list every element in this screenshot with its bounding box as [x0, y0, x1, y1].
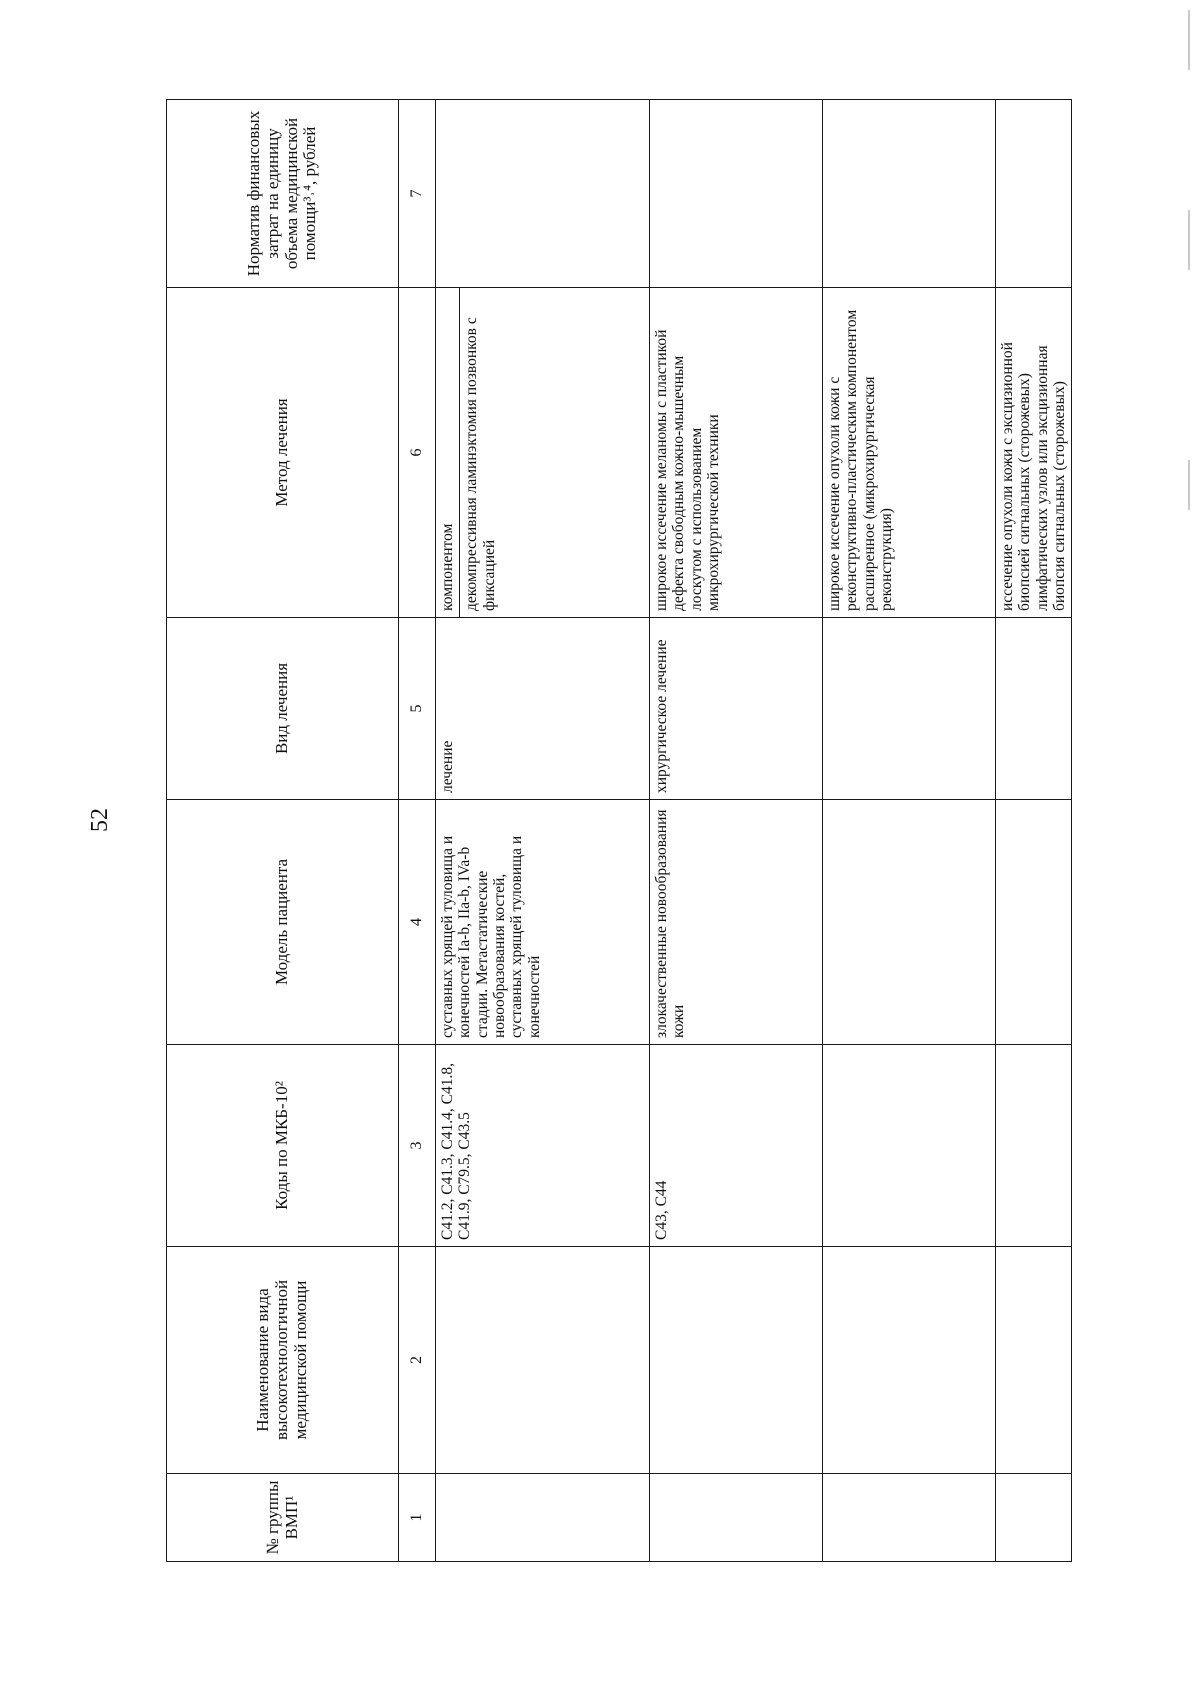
icd-codes-cell	[996, 1045, 1072, 1247]
group-number-cell	[996, 1474, 1072, 1562]
header-care-name: Наименование вида высокотехнологичной медицинской помощи	[167, 1247, 399, 1474]
scan-edge-mark	[1188, 460, 1190, 510]
rotated-table-container	[166, 100, 1069, 1562]
vmp-table	[166, 99, 1072, 1562]
treatment-type-cell	[823, 618, 996, 800]
method-continuation: компонентом	[436, 288, 460, 617]
header-treatment-method: Метод лечения	[167, 288, 399, 618]
table-row	[436, 100, 650, 1562]
care-name-cell	[996, 1247, 1072, 1474]
treatment-type-cell: хирургическое лечение	[650, 618, 823, 800]
group-number-cell	[823, 1474, 996, 1562]
treatment-type-cell	[996, 618, 1072, 800]
treatment-method-cell: иссечение опухоли кожи с эксцизионной биопсией сигнальных (сторожевых) лимфатических узлов или эксцизионная биопсия сигнальных (сторожевых)	[996, 288, 1072, 618]
header-patient-model: Модель пациента	[167, 800, 399, 1045]
patient-model-cell: суставных хрящей туловища и конечностей Ia-b, IIa-b, IVa-b стадии. Метастатические новообразования костей, суставных хрящей туловища и конечностей	[436, 800, 650, 1045]
care-name-cell	[436, 1247, 650, 1474]
treatment-method-cell: широкое иссечение меланомы с пластикой дефекта свободным кожно-мышечным лоскутом с использованием микрохирургической техники	[650, 288, 823, 618]
column-number: 4	[399, 800, 436, 1045]
header-treatment-type: Вид лечения	[167, 618, 399, 800]
column-number: 2	[399, 1247, 436, 1474]
cost-cell	[436, 100, 650, 288]
patient-model-cell	[823, 800, 996, 1045]
icd-codes-cell: C41.2, C41.3, C41.4, C41.8, C41.9, C79.5, C43.5	[436, 1045, 650, 1247]
treatment-method-cell	[436, 288, 650, 618]
header-icd-codes: Коды по МКБ-10²	[167, 1045, 399, 1247]
group-number-cell	[436, 1474, 650, 1562]
scan-edge-mark	[1188, 10, 1190, 70]
cost-cell	[823, 100, 996, 288]
treatment-type-cell: лечение	[436, 618, 650, 800]
care-name-cell	[650, 1247, 823, 1474]
header-group-number: № группы ВМП¹	[167, 1474, 399, 1562]
care-name-cell	[823, 1247, 996, 1474]
table-row	[650, 100, 823, 1562]
method-text: декомпрессивная ламинэктомия позвонков с фиксацией	[463, 317, 498, 611]
icd-codes-cell: C43, C44	[650, 1045, 823, 1247]
cost-cell	[996, 100, 1072, 288]
column-number: 5	[399, 618, 436, 800]
column-number: 1	[399, 1474, 436, 1562]
patient-model-cell	[996, 800, 1072, 1045]
table-row	[823, 100, 996, 1562]
page-number: 52	[87, 808, 113, 832]
column-number: 7	[399, 100, 436, 288]
icd-codes-cell	[823, 1045, 996, 1247]
group-number-cell	[650, 1474, 823, 1562]
treatment-method-cell: широкое иссечение опухоли кожи с реконструктивно-пластическим компонентом расширенное (микрохирургическая реконструкция)	[823, 288, 996, 618]
cost-cell	[650, 100, 823, 288]
column-number-row	[399, 100, 436, 1562]
table-row	[996, 100, 1072, 1562]
scan-edge-mark	[1188, 210, 1190, 270]
header-row	[167, 100, 399, 1562]
patient-model-cell: злокачественные новообразования кожи	[650, 800, 823, 1045]
header-cost-standard: Норматив финансовых затрат на единицу объема медицинской помощи³˒⁴, рублей	[167, 100, 399, 288]
column-number: 3	[399, 1045, 436, 1247]
column-number: 6	[399, 288, 436, 618]
